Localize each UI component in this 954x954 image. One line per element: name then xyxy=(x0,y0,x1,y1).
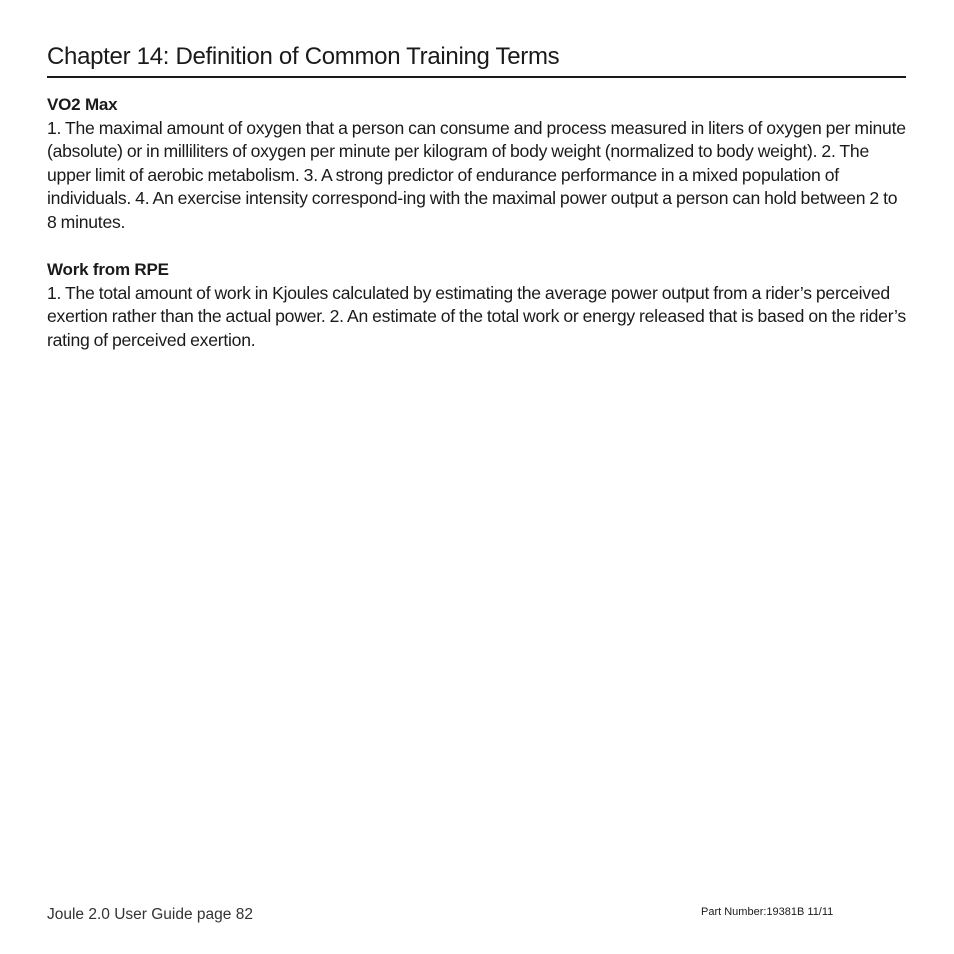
chapter-header xyxy=(47,40,906,78)
term-title: Work from RPE xyxy=(47,260,169,279)
term-definition: 1. The total amount of work in Kjoules calculated by estimating the average power output from a rider’s perceived exertion rather than the actual power. 2. An estimate of the total work or energy released that is based on the rider’s rating of perceived exertion. xyxy=(47,282,906,350)
term-entry-vo2-max xyxy=(47,93,909,234)
part-number: Part Number:19381B 11/11 xyxy=(701,906,834,918)
chapter-title: Chapter 14: Definition of Common Training Terms xyxy=(47,43,560,70)
term-definition: 1. The maximal amount of oxygen that a person can consume and process measured in liters of oxygen per minute (absolute) or in milliliters of oxygen per minute per kilogram of body weight (normalized to body weight). 2. The upper limit of aerobic metabolism. 3. A strong predictor of endurance performance in a mixed population of individuals. 4. An exercise intensity correspond-ing with the maximal power output a person can hold between 2 to 8 minutes. xyxy=(47,117,906,232)
term-title: VO2 Max xyxy=(47,95,118,114)
terms-list xyxy=(47,93,909,376)
term-entry-work-from-rpe xyxy=(47,258,909,352)
page-footer-label: Joule 2.0 User Guide page 82 xyxy=(47,906,253,923)
